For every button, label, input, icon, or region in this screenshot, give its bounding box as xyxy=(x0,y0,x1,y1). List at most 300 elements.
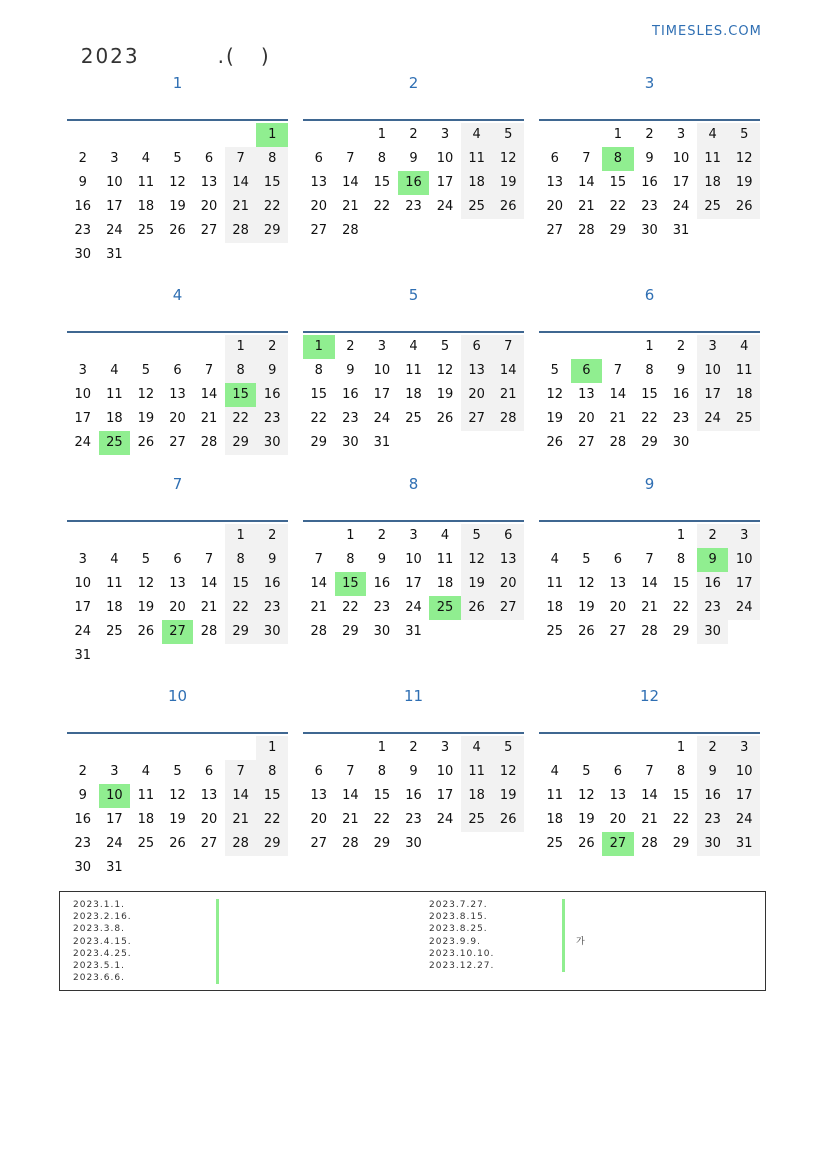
day-cell: 8 xyxy=(602,147,634,171)
day-cell: 27 xyxy=(310,223,328,238)
day-cell: 29 xyxy=(225,431,257,455)
day-cell: 30 xyxy=(641,223,658,238)
day-cell: 18 xyxy=(106,411,123,426)
legend-marker xyxy=(216,899,219,911)
day-cell: 8 xyxy=(676,552,686,567)
day-cell: 9 xyxy=(697,760,729,784)
legend-date: 2023.2.16. xyxy=(73,912,132,923)
day-cell: 6 xyxy=(173,552,182,567)
day-cell: 26 xyxy=(137,435,155,450)
day-cell: 6 xyxy=(613,764,623,779)
legend-marker xyxy=(562,948,565,960)
day-cell: 29 xyxy=(310,435,328,450)
day-cell: 19 xyxy=(492,171,524,195)
day-cell: 29 xyxy=(641,435,658,450)
day-cell: 6 xyxy=(492,524,524,548)
day-cell: 3 xyxy=(110,764,119,779)
day-cell: 11 xyxy=(436,552,454,567)
day-cell: 28 xyxy=(225,219,257,243)
day-cell: 25 xyxy=(461,808,493,832)
month-rule xyxy=(67,119,288,121)
legend-date: 2023.1.1. xyxy=(73,900,125,910)
page-title xyxy=(64,20,271,68)
day-cell: 13 xyxy=(609,788,627,803)
day-cell: 24 xyxy=(436,812,454,827)
legend-date: 2023.3.8. xyxy=(73,924,125,935)
day-cell: 12 xyxy=(546,387,564,402)
day-cell: 1 xyxy=(225,524,257,548)
day-cell: 13 xyxy=(200,788,218,803)
day-cell: 20 xyxy=(492,572,524,596)
day-cell: 24 xyxy=(106,836,123,851)
month-11 xyxy=(303,687,524,887)
legend-marker xyxy=(216,972,219,984)
day-cell: 27 xyxy=(602,832,634,856)
day-cell: 30 xyxy=(74,860,92,875)
day-cell: 2 xyxy=(78,764,87,779)
day-cell: 20 xyxy=(169,600,186,615)
legend-marker xyxy=(562,923,565,935)
day-cell: 22 xyxy=(609,199,627,214)
day-cell: 1 xyxy=(676,740,686,755)
day-cell: 19 xyxy=(578,600,595,615)
month-name: 9 xyxy=(644,475,655,493)
day-cell: 1 xyxy=(303,335,335,359)
legend-marker xyxy=(562,936,565,948)
day-cell: 24 xyxy=(697,407,729,431)
day-cell: 7 xyxy=(582,151,591,166)
day-cell: 11 xyxy=(106,387,123,402)
day-cell: 21 xyxy=(641,812,658,827)
legend-date: 2023.8.25. xyxy=(429,924,488,935)
day-cell: 10 xyxy=(697,359,729,383)
day-cell: 14 xyxy=(200,387,218,402)
day-cell: 23 xyxy=(256,407,288,431)
day-cell: 12 xyxy=(728,147,760,171)
legend-marker xyxy=(216,948,219,960)
day-cell: 23 xyxy=(641,199,658,214)
day-cell: 20 xyxy=(310,199,328,214)
month-5 xyxy=(303,286,524,486)
legend-marker xyxy=(562,960,565,972)
month-2 xyxy=(303,74,524,274)
legend-date: 2023.9.9. xyxy=(429,936,481,947)
day-cell: 11 xyxy=(106,576,123,591)
day-cell: 16 xyxy=(373,576,391,591)
day-cell: 29 xyxy=(672,836,690,851)
day-cell: 3 xyxy=(409,528,418,543)
day-cell: 24 xyxy=(436,199,454,214)
day-cell: 29 xyxy=(672,624,690,639)
day-cell: 1 xyxy=(676,528,686,543)
day-cell: 18 xyxy=(405,387,422,402)
month-rule xyxy=(303,331,524,333)
day-cell: 24 xyxy=(405,600,422,615)
day-cell: 9 xyxy=(78,175,87,190)
day-cell: 8 xyxy=(377,764,387,779)
day-cell: 25 xyxy=(405,411,422,426)
day-cell: 30 xyxy=(373,624,391,639)
day-cell: 1 xyxy=(256,123,288,147)
day-cell: 27 xyxy=(609,624,627,639)
month-6 xyxy=(539,286,760,486)
day-cell: 25 xyxy=(429,596,461,620)
day-cell: 8 xyxy=(676,764,686,779)
day-cell: 3 xyxy=(728,736,760,760)
legend-item xyxy=(73,948,132,960)
day-cell: 15 xyxy=(225,572,257,596)
day-cell: 22 xyxy=(672,600,690,615)
day-cell: 8 xyxy=(314,363,323,378)
month-9 xyxy=(539,475,760,675)
day-cell: 3 xyxy=(440,127,450,142)
day-cell: 12 xyxy=(169,788,186,803)
legend-marker xyxy=(216,911,219,923)
day-cell: 4 xyxy=(550,552,559,567)
month-12 xyxy=(539,687,760,887)
day-cell: 16 xyxy=(74,199,92,214)
day-cell: 9 xyxy=(676,363,686,378)
day-cell: 6 xyxy=(314,151,323,166)
holiday-legend xyxy=(59,891,766,991)
legend-marker xyxy=(216,936,219,948)
day-cell: 21 xyxy=(641,600,658,615)
day-cell: 18 xyxy=(106,600,123,615)
day-cell: 21 xyxy=(342,199,359,214)
day-cell: 30 xyxy=(342,435,359,450)
day-cell: 8 xyxy=(225,548,257,572)
month-rule xyxy=(539,119,760,121)
legend-marker xyxy=(562,899,565,911)
day-cell: 19 xyxy=(546,411,564,426)
day-cell: 9 xyxy=(78,788,87,803)
day-cell: 2 xyxy=(256,335,288,359)
legend-date: 2023.5.1. xyxy=(73,960,125,971)
month-name: 5 xyxy=(408,286,419,304)
month-rule xyxy=(303,119,524,121)
day-cell: 30 xyxy=(697,620,729,644)
day-cell: 2 xyxy=(697,736,729,760)
month-name: 10 xyxy=(167,687,188,705)
day-cell: 10 xyxy=(436,764,454,779)
day-cell: 20 xyxy=(546,199,564,214)
legend-item xyxy=(73,911,132,923)
legend-date: 2023.8.15. xyxy=(429,912,488,923)
day-cell: 20 xyxy=(578,411,595,426)
day-cell: 26 xyxy=(578,836,595,851)
day-cell: 2 xyxy=(645,127,654,142)
day-cell: 9 xyxy=(346,363,355,378)
day-cell: 10 xyxy=(373,363,391,378)
day-cell: 16 xyxy=(256,383,288,407)
day-cell: 14 xyxy=(200,576,218,591)
day-cell: 10 xyxy=(405,552,422,567)
day-cell: 9 xyxy=(377,552,387,567)
day-cell: 11 xyxy=(405,363,422,378)
legend-column-right xyxy=(429,899,586,972)
day-cell: 26 xyxy=(578,624,595,639)
day-cell: 10 xyxy=(728,760,760,784)
legend-date: 2023.12.27. xyxy=(429,960,495,971)
day-cell: 28 xyxy=(200,624,218,639)
day-cell: 7 xyxy=(492,335,524,359)
day-cell: 18 xyxy=(461,171,493,195)
day-cell: 30 xyxy=(256,620,288,644)
day-cell: 22 xyxy=(342,600,359,615)
month-name: 1 xyxy=(172,74,183,92)
day-cell: 13 xyxy=(169,387,186,402)
day-cell: 2 xyxy=(409,127,418,142)
day-cell: 17 xyxy=(74,600,92,615)
day-cell: 4 xyxy=(697,123,729,147)
day-cell: 11 xyxy=(137,788,155,803)
day-cell: 12 xyxy=(169,175,186,190)
day-cell: 26 xyxy=(169,836,186,851)
day-cell: 27 xyxy=(546,223,564,238)
day-cell: 28 xyxy=(342,836,359,851)
day-cell: 11 xyxy=(546,576,564,591)
day-cell: 18 xyxy=(546,600,564,615)
month-name: 7 xyxy=(172,475,183,493)
day-cell: 22 xyxy=(256,195,288,219)
day-cell: 29 xyxy=(373,836,391,851)
day-cell: 2 xyxy=(409,740,418,755)
day-cell: 5 xyxy=(141,552,151,567)
month-rule xyxy=(303,732,524,734)
day-cell: 6 xyxy=(613,552,623,567)
legend-item xyxy=(429,923,494,935)
day-cell: 9 xyxy=(697,548,729,572)
day-cell: 17 xyxy=(373,387,391,402)
day-cell: 27 xyxy=(310,836,328,851)
day-cell: 21 xyxy=(578,199,595,214)
day-cell: 7 xyxy=(225,760,257,784)
day-cell: 14 xyxy=(641,576,658,591)
month-name: 3 xyxy=(644,74,655,92)
day-cell: 8 xyxy=(256,147,288,171)
day-cell: 14 xyxy=(310,576,328,591)
day-cell: 8 xyxy=(645,363,654,378)
day-cell: 6 xyxy=(314,764,323,779)
day-cell: 14 xyxy=(342,175,359,190)
day-cell: 31 xyxy=(373,435,391,450)
legend-item xyxy=(429,911,494,923)
day-cell: 8 xyxy=(346,552,355,567)
day-cell: 20 xyxy=(609,600,627,615)
day-cell: 28 xyxy=(641,624,658,639)
day-cell: 4 xyxy=(461,736,493,760)
day-cell: 5 xyxy=(582,764,591,779)
day-cell: 15 xyxy=(373,788,391,803)
day-cell: 19 xyxy=(169,199,186,214)
day-cell: 14 xyxy=(342,788,359,803)
month-1 xyxy=(67,74,288,274)
legend-item xyxy=(73,923,132,935)
day-cell: 26 xyxy=(492,195,524,219)
legend-item xyxy=(73,960,132,972)
day-cell: 28 xyxy=(310,624,328,639)
day-cell: 17 xyxy=(106,812,123,827)
day-cell: 28 xyxy=(200,435,218,450)
day-cell: 2 xyxy=(256,524,288,548)
day-cell: 31 xyxy=(728,832,760,856)
day-cell: 29 xyxy=(342,624,359,639)
site-name[interactable]: TIMESLES.COM xyxy=(652,24,762,39)
day-cell: 17 xyxy=(405,576,422,591)
day-cell: 26 xyxy=(436,411,454,426)
day-cell: 7 xyxy=(613,363,623,378)
day-cell: 5 xyxy=(173,151,182,166)
day-cell: 22 xyxy=(641,411,658,426)
day-cell: 2 xyxy=(346,339,355,354)
day-cell: 30 xyxy=(405,836,422,851)
day-cell: 16 xyxy=(405,788,422,803)
legend-column-left xyxy=(73,899,132,984)
day-cell: 28 xyxy=(641,836,658,851)
month-name: 11 xyxy=(403,687,424,705)
day-cell: 13 xyxy=(310,788,328,803)
legend-date: 2023.4.15. xyxy=(73,936,132,947)
day-cell: 28 xyxy=(225,832,257,856)
day-cell: 19 xyxy=(578,812,595,827)
day-cell: 15 xyxy=(256,784,288,808)
month-name: 6 xyxy=(644,286,655,304)
day-cell: 19 xyxy=(728,171,760,195)
legend-item xyxy=(429,960,494,972)
day-cell: 24 xyxy=(106,223,123,238)
day-cell: 18 xyxy=(461,784,493,808)
legend-item xyxy=(73,972,132,984)
day-cell: 12 xyxy=(492,147,524,171)
month-8 xyxy=(303,475,524,675)
day-cell: 19 xyxy=(436,387,454,402)
day-cell: 31 xyxy=(672,223,690,238)
day-cell: 10 xyxy=(74,387,92,402)
day-cell: 25 xyxy=(546,836,564,851)
day-cell: 10 xyxy=(99,784,131,808)
day-cell: 25 xyxy=(728,407,760,431)
day-cell: 27 xyxy=(461,407,493,431)
day-cell: 9 xyxy=(256,359,288,383)
title-year: 2023 xyxy=(80,44,140,68)
day-cell: 31 xyxy=(106,860,123,875)
title-rest: .( ) xyxy=(217,44,271,68)
day-cell: 20 xyxy=(200,812,218,827)
day-cell: 27 xyxy=(200,223,218,238)
day-cell: 25 xyxy=(546,624,564,639)
day-cell: 24 xyxy=(672,199,690,214)
day-cell: 4 xyxy=(141,151,151,166)
day-cell: 9 xyxy=(409,764,418,779)
day-cell: 15 xyxy=(672,788,690,803)
day-cell: 13 xyxy=(578,387,595,402)
day-cell: 4 xyxy=(550,764,559,779)
day-cell: 19 xyxy=(461,572,493,596)
day-cell: 25 xyxy=(697,195,729,219)
day-cell: 4 xyxy=(440,528,450,543)
day-cell: 4 xyxy=(461,123,493,147)
day-cell: 21 xyxy=(342,812,359,827)
legend-item xyxy=(429,936,586,948)
day-cell: 14 xyxy=(225,784,257,808)
day-cell: 23 xyxy=(74,223,92,238)
day-cell: 5 xyxy=(492,123,524,147)
legend-item xyxy=(429,899,494,911)
day-cell: 12 xyxy=(492,760,524,784)
day-cell: 8 xyxy=(377,151,387,166)
day-cell: 2 xyxy=(377,528,387,543)
day-cell: 11 xyxy=(461,760,493,784)
month-name: 12 xyxy=(639,687,660,705)
day-cell: 30 xyxy=(256,431,288,455)
day-cell: 26 xyxy=(137,624,155,639)
day-cell: 26 xyxy=(546,435,564,450)
day-cell: 15 xyxy=(335,572,367,596)
day-cell: 21 xyxy=(200,411,218,426)
day-cell: 17 xyxy=(672,175,690,190)
day-cell: 23 xyxy=(672,411,690,426)
legend-marker xyxy=(216,960,219,972)
day-cell: 30 xyxy=(697,832,729,856)
day-cell: 2 xyxy=(78,151,87,166)
day-cell: 16 xyxy=(697,572,729,596)
day-cell: 21 xyxy=(609,411,627,426)
day-cell: 15 xyxy=(373,175,391,190)
legend-date: 2023.4.25. xyxy=(73,948,132,959)
day-cell: 13 xyxy=(461,359,493,383)
day-cell: 27 xyxy=(169,435,186,450)
day-cell: 31 xyxy=(405,624,422,639)
day-cell: 9 xyxy=(256,548,288,572)
day-cell: 27 xyxy=(162,620,194,644)
day-cell: 13 xyxy=(546,175,564,190)
day-cell: 23 xyxy=(256,596,288,620)
day-cell: 22 xyxy=(373,812,391,827)
month-rule xyxy=(539,331,760,333)
day-cell: 7 xyxy=(204,363,214,378)
day-cell: 16 xyxy=(672,387,690,402)
day-cell: 22 xyxy=(373,199,391,214)
day-cell: 17 xyxy=(728,784,760,808)
day-cell: 18 xyxy=(546,812,564,827)
day-cell: 27 xyxy=(578,435,595,450)
day-cell: 14 xyxy=(641,788,658,803)
day-cell: 29 xyxy=(256,219,288,243)
day-cell: 31 xyxy=(106,247,123,262)
day-cell: 4 xyxy=(728,335,760,359)
legend-date: 2023.6.6. xyxy=(73,973,125,984)
day-cell: 5 xyxy=(550,363,559,378)
day-cell: 12 xyxy=(137,576,155,591)
legend-item xyxy=(429,948,494,960)
day-cell: 14 xyxy=(225,171,257,195)
day-cell: 23 xyxy=(74,836,92,851)
day-cell: 10 xyxy=(728,548,760,572)
day-cell: 22 xyxy=(225,407,257,431)
day-cell: 4 xyxy=(409,339,418,354)
day-cell: 13 xyxy=(609,576,627,591)
day-cell: 7 xyxy=(314,552,323,567)
day-cell: 1 xyxy=(346,528,355,543)
day-cell: 3 xyxy=(110,151,119,166)
month-rule xyxy=(539,732,760,734)
day-cell: 5 xyxy=(173,764,182,779)
day-cell: 24 xyxy=(373,411,391,426)
day-cell: 12 xyxy=(137,387,155,402)
day-cell: 8 xyxy=(256,760,288,784)
day-cell: 11 xyxy=(546,788,564,803)
day-cell: 23 xyxy=(697,596,729,620)
